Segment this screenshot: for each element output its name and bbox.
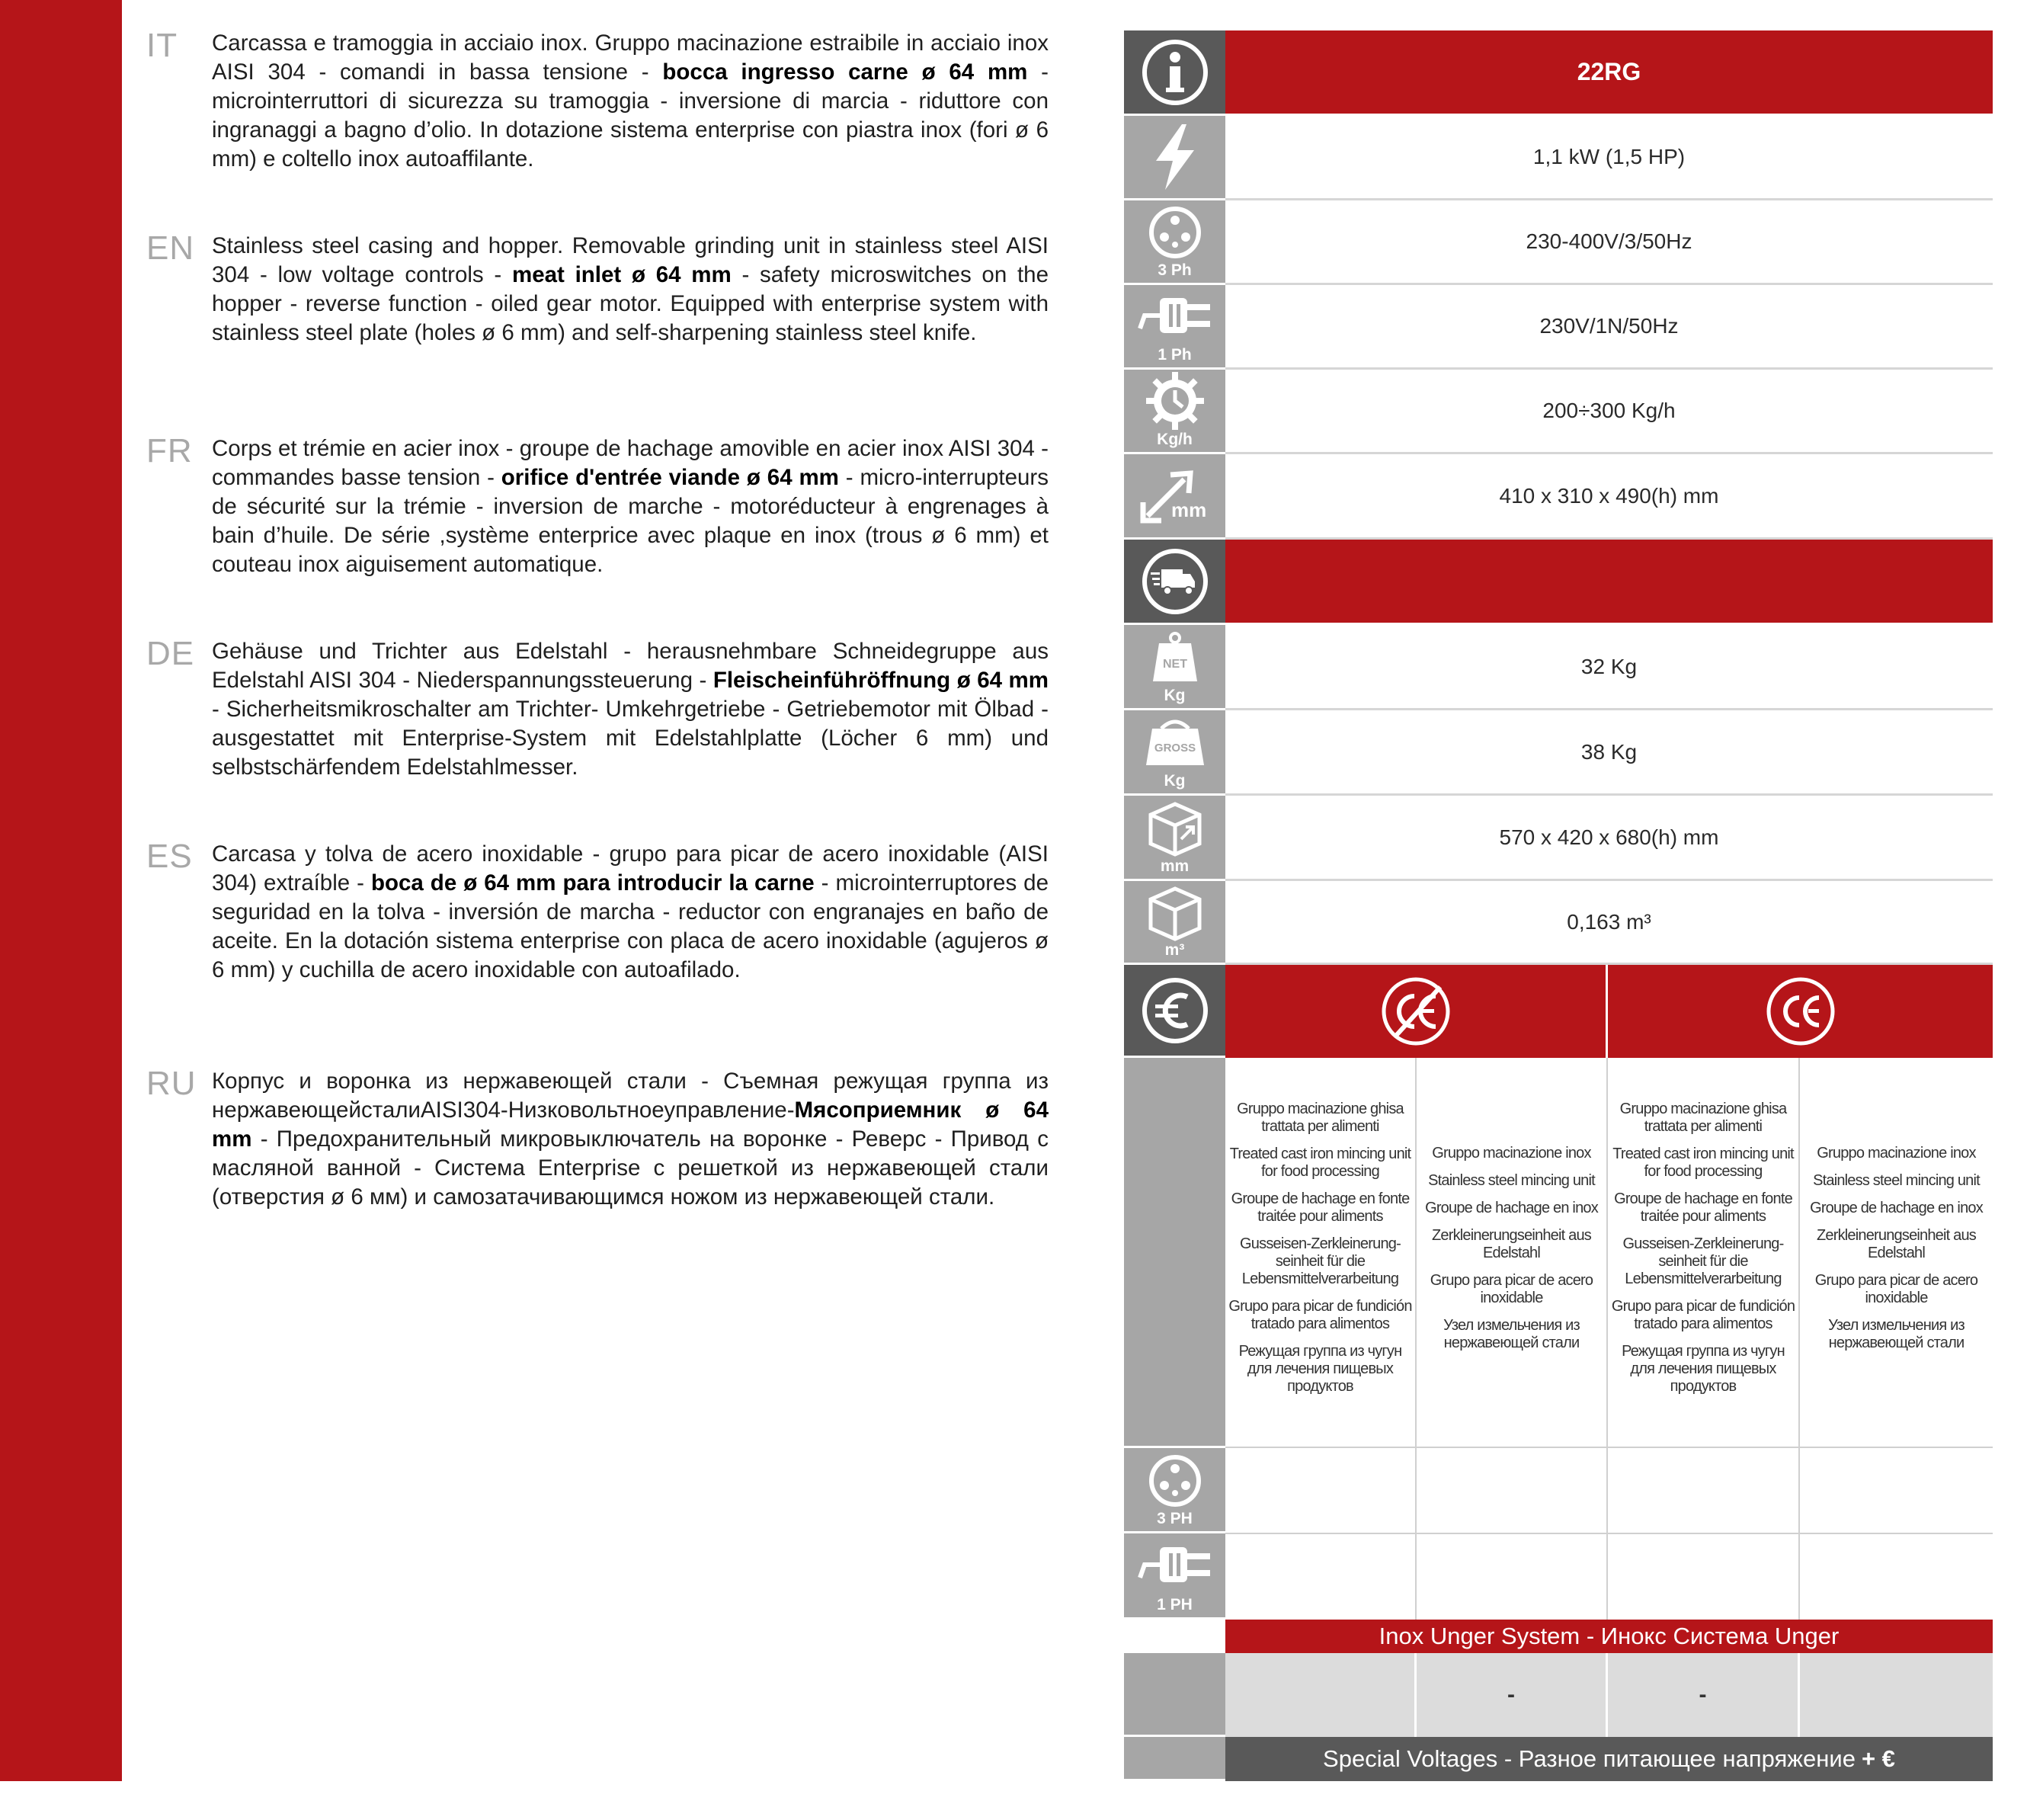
special-voltages-suffix: + €: [1861, 1745, 1895, 1772]
unger-value: [1800, 1653, 1993, 1737]
volume-cell: [1124, 881, 1225, 965]
production-cell: [1124, 370, 1225, 454]
dimensions-value: 410 x 310 x 490(h) mm: [1225, 454, 1993, 540]
dimensions-cell: [1124, 454, 1225, 540]
highlight-text: boca de ø 64 mm para introducir la carne: [370, 870, 815, 896]
highlight-text: Fleischeinführöffnung ø 64 mm: [712, 668, 1049, 693]
mincing-text: Grupo para picar de fundición tratado para alimentos: [1228, 1298, 1412, 1332]
info-icon: [1140, 37, 1210, 107]
left-accent-bar: [0, 0, 122, 1781]
special-voltages-footer: [1225, 1737, 1993, 1781]
no-ce-icon: [1379, 975, 1452, 1048]
unger-value: [1225, 1653, 1417, 1737]
lang-text: [212, 1067, 1049, 1212]
mincing-text: Режущая группа из чугун для лечения пищевых продуктов: [1622, 1343, 1785, 1395]
mincing-text: Gusseisen-Zerkleinerung-seinheit für die Lebensmittelverarbeitung: [1622, 1235, 1784, 1287]
single-phase-label: 1 Ph: [1158, 346, 1192, 364]
gross-weight-value: 38 Kg: [1225, 710, 1993, 796]
lang-text: [212, 840, 1049, 985]
single-phase-plug-icon: [1137, 293, 1213, 339]
stainless-column-2: [1800, 1058, 1993, 1448]
lang-code: ES: [146, 838, 193, 875]
lang-code: EN: [146, 229, 195, 267]
mincing-text: Stainless steel mincing unit: [1813, 1171, 1980, 1189]
three-phase-cell-2: [1124, 1448, 1225, 1533]
mincing-text: Gruppo macinazione inox: [1432, 1144, 1591, 1162]
mincing-text: Groupe de hachage en inox: [1425, 1199, 1598, 1216]
mincing-text: Grupo para picar de acero inoxidable: [1430, 1271, 1593, 1306]
body-text: Carcassa e tramoggia in acciaio inox. Gruppo macinazione estraibile in acciaio inox AISI 304 - comandi in bassa tensione -: [212, 30, 1049, 85]
row-divider: [1225, 1533, 1993, 1534]
mincing-text: Groupe de hachage en fonte traitée pour aliments: [1614, 1190, 1792, 1225]
voltage-icon-cell: [1124, 1737, 1225, 1781]
mincing-text: Узел измельчения из нержавеющей стали: [1828, 1316, 1965, 1351]
single-phase-label-2: 1 PH: [1157, 1596, 1193, 1613]
lang-code: FR: [146, 432, 193, 469]
inox-unger-header: Inox Unger System - Инокс Система Unger: [1225, 1620, 1993, 1653]
single-phase-cell-2: [1124, 1533, 1225, 1620]
power-value: 1,1 kW (1,5 HP): [1225, 116, 1993, 200]
special-voltages-text: Special Voltages - Разное питающее напряжение: [1323, 1745, 1856, 1772]
production-value: 200÷300 Kg/h: [1225, 370, 1993, 454]
three-phase-label: 3 Ph: [1158, 261, 1192, 279]
net-weight-icon: [1148, 631, 1202, 684]
mincing-text: Groupe de hachage en fonte traitée pour aliments: [1231, 1190, 1410, 1225]
body-text: - micro-interrupteurs de sécurité sur la trémie - inversion de marche - motoréducteur à engrenages à bain d’huile. De série ,système enterprice avec plaque en inox (trous ø 6 mm) et couteau inox aiguisement automatique.: [212, 465, 1049, 577]
production-gear-icon: [1146, 372, 1204, 430]
voltage-1ph-value: 230V/1N/50Hz: [1225, 285, 1993, 370]
mincing-text: Gruppo macinazione ghisa trattata per alimenti: [1237, 1101, 1404, 1135]
gross-weight-cell: [1124, 710, 1225, 796]
mincing-icon-cell: [1124, 1058, 1225, 1448]
body-text: Gehäuse und Trichter aus Edelstahl - herausnehmbare Schneidegruppe aus Edelstahl AISI 304 - Niederspannungssteuerung -: [212, 639, 1049, 693]
package-dimensions-value: 570 x 420 x 680(h) mm: [1225, 796, 1993, 881]
gross-kg-label: Kg: [1164, 772, 1186, 790]
voltage-3ph-value: 230-400V/3/50Hz: [1225, 200, 1993, 285]
mincing-text: Stainless steel mincing unit: [1428, 1171, 1595, 1189]
net-text: NET: [1162, 657, 1187, 671]
mincing-text: Groupe de hachage en inox: [1810, 1199, 1983, 1216]
lang-text: [212, 434, 1049, 579]
power-icon-cell: [1124, 116, 1225, 200]
stainless-column-1: [1417, 1058, 1608, 1448]
mincing-text: Zerkleinerungseinheit aus Edelstahl: [1816, 1226, 1977, 1261]
delivery-cell: [1124, 540, 1225, 625]
package-box-icon: [1143, 799, 1207, 857]
three-phase-plug-icon: [1148, 1453, 1202, 1508]
body-text: Corps et trémie en acier inox - groupe de hachage amovible en acier inox AISI 304 - commandes basse tension -: [212, 436, 1049, 490]
mincing-text: Gusseisen-Zerkleinerung-seinheit für die Lebensmittelverarbeitung: [1240, 1235, 1401, 1287]
lang-text: [212, 637, 1049, 782]
delivery-header: [1225, 540, 1993, 625]
package-mm-label: mm: [1160, 857, 1190, 875]
mincing-text: Gruppo macinazione inox: [1817, 1144, 1976, 1162]
no-ce-header: [1225, 965, 1608, 1058]
delivery-truck-icon: [1140, 546, 1210, 617]
body-text: Carcasa y tolva de acero inoxidable - grupo para picar de acero inoxidable (AISI 304) extraíble -: [212, 841, 1049, 896]
body-text: Stainless steel casing and hopper. Removable grinding unit in stainless steel AISI 304 - low voltage controls -: [212, 233, 1049, 287]
single-phase-cell: [1124, 285, 1225, 370]
net-kg-label: Kg: [1164, 687, 1186, 704]
euro-icon: [1140, 976, 1210, 1046]
body-text: - Предохранительный микровыключатель на воронке - Реверс - Привод с масляной ванной - Система Enterprise с решеткой из нержавеющей стали (отверстия ø 6 мм) и самозатачивающимся ножом из нержавеющей стали.: [212, 1126, 1049, 1210]
three-phase-cell: [1124, 200, 1225, 285]
power-icon: [1148, 123, 1202, 191]
model-name: 22RG: [1225, 30, 1993, 116]
body-text: - Sicherheitsmikroschalter am Trichter- Umkehrgetriebe - Getriebemotor mit Ölbad - ausgestattet mit Enterprise-System mit Edelstahlplatte (Löcher 6 mm) und selbstschärfendem Edelstahlmesser.: [212, 697, 1049, 780]
volume-value: 0,163 m³: [1225, 881, 1993, 965]
highlight-text: bocca ingresso carne ø 64 mm: [662, 59, 1028, 85]
single-phase-plug-icon: [1137, 1543, 1213, 1588]
body-text: - microinterruptores de seguridad en la tolva - inversión de marcha - reductor con engranajes en baño de aceite. En la dotación sistema enterprise con placa de acero inoxidable (agujeros ø 6 mm) y cuchilla de acero inoxidable con autoafilado.: [212, 870, 1049, 982]
package-cell: [1124, 796, 1225, 881]
mincing-text: Treated cast iron mincing unit for food processing: [1612, 1146, 1794, 1180]
cast-iron-column-1: [1225, 1058, 1417, 1448]
mincing-text: Treated cast iron mincing unit for food processing: [1229, 1146, 1411, 1180]
body-text: - safety microswitches on the hopper - reverse function - oiled gear motor. Equipped with enterprise system with stainless steel plate (holes ø 6 mm) and self-sharpening stainless steel knife.: [212, 262, 1049, 345]
lang-code: IT: [146, 27, 178, 64]
mincing-text: Grupo para picar de acero inoxidable: [1814, 1271, 1978, 1306]
cast-iron-column-2: [1608, 1058, 1800, 1448]
lang-text: [212, 29, 1049, 174]
net-weight-cell: [1124, 625, 1225, 710]
body-text: Корпус и воронка из нержавеющей стали - Съемная режущая группа из нержавеющейсталиAISI304-Низковольтноеуправление-: [212, 1069, 1049, 1123]
ce-mark-icon: [1764, 975, 1837, 1048]
net-weight-value: 32 Kg: [1225, 625, 1993, 710]
production-label: Kg/h: [1157, 431, 1193, 448]
dimensions-label: mm: [1171, 498, 1207, 521]
three-phase-label-2: 3 PH: [1157, 1510, 1193, 1527]
euro-cell: [1124, 965, 1225, 1058]
mincing-text: Grupo para picar de fundición tratado para alimentos: [1611, 1298, 1795, 1332]
volume-label: m³: [1164, 941, 1185, 959]
highlight-text: Мясоприемник ø 64 mm: [212, 1097, 1049, 1152]
three-phase-plug-icon: [1148, 205, 1202, 260]
gross-weight-icon: [1143, 718, 1207, 768]
highlight-text: meat inlet ø 64 mm: [511, 262, 732, 287]
lang-text: [212, 232, 1049, 348]
unger-value: -: [1608, 1653, 1800, 1737]
blank-cell: [1124, 1620, 1225, 1653]
mincing-text: Узел измельчения из нержавеющей стали: [1443, 1316, 1580, 1351]
ce-header: [1608, 965, 1993, 1058]
body-text: - microinterruttori di sicurezza su tramoggia - inversione di marcia - riduttore con ingranaggi a bagno d’olio. In dotazione sistema enterprise con piastra inox (fori ø 6 mm) e coltello inox autoaffilante.: [212, 59, 1049, 171]
mincing-text: Zerkleinerungseinheit aus Edelstahl: [1431, 1226, 1592, 1261]
lang-code: DE: [146, 635, 195, 672]
gross-text: GROSS: [1154, 741, 1196, 755]
unger-icon-cell: [1124, 1653, 1225, 1737]
unger-value: -: [1417, 1653, 1608, 1737]
highlight-text: orifice d'entrée viande ø 64 mm: [501, 465, 839, 490]
volume-box-icon: [1143, 884, 1207, 942]
mincing-text: Gruppo macinazione ghisa trattata per alimenti: [1619, 1101, 1787, 1135]
lang-code: RU: [146, 1065, 197, 1102]
mincing-text: Режущая группа из чугун для лечения пищевых продуктов: [1238, 1343, 1402, 1395]
info-icon-cell: [1124, 30, 1225, 116]
